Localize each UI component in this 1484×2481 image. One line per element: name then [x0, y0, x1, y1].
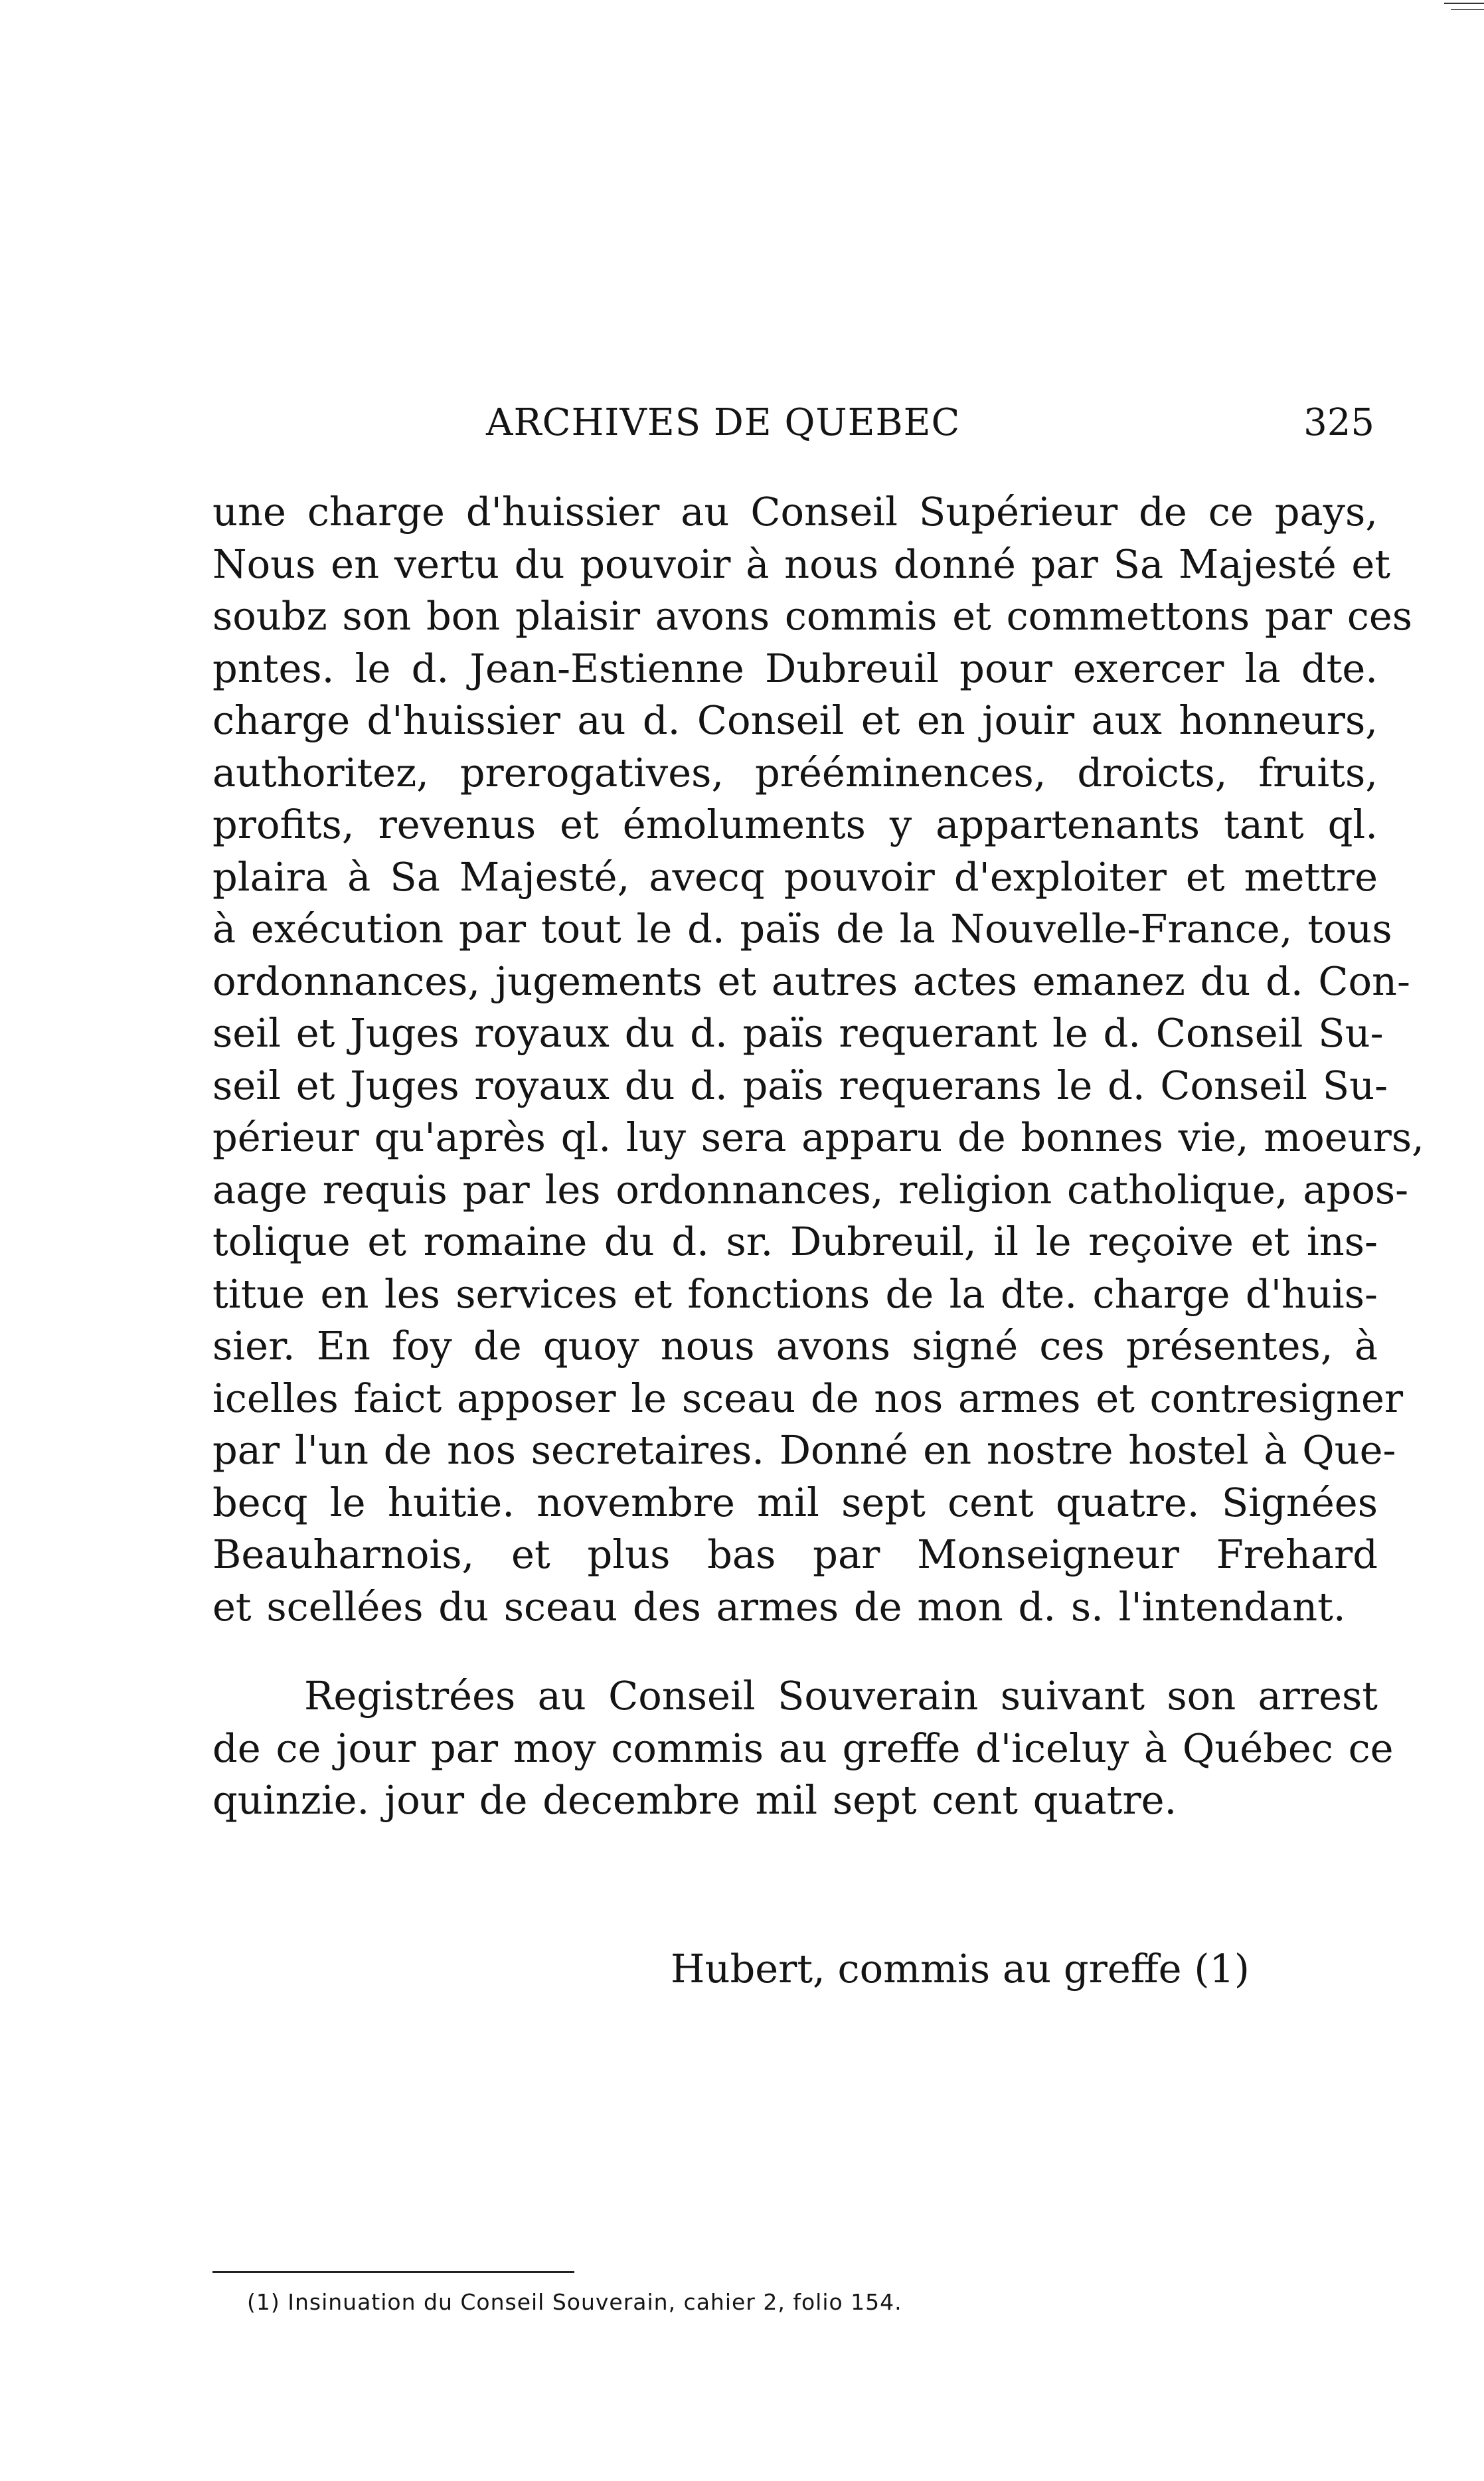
text-line: de ce jour par moy commis au greffe d'iceluy à Québec ce — [212, 1725, 1394, 1771]
text-line: ordonnances, jugements et autres actes emanez du d. Con- — [212, 958, 1410, 1004]
text-line: à exécution par tout le d. païs de la Nouvelle-France, tous — [212, 906, 1392, 952]
text-line: tolique et romaine du d. sr. Dubreuil, il le reçoive et ins- — [212, 1219, 1378, 1264]
corner-rule — [1444, 3, 1484, 4]
text-line: Beauharnois, et plus bas par Monseigneur Frehard — [212, 1531, 1378, 1577]
page-number: 325 — [1303, 401, 1374, 444]
text-line: authoritez, prerogatives, prééminences, droicts, fruits, — [212, 749, 1378, 796]
text-line: périeur qu'après ql. luy sera apparu de bonnes vie, moeurs, — [212, 1114, 1424, 1160]
paragraph-2 — [212, 1670, 1394, 1827]
signature-line: Hubert, commis au greffe (1) — [671, 1946, 1250, 1992]
text-line: Nous en vertu du pouvoir à nous donné par Sa Majesté et — [212, 541, 1391, 587]
text-line: quinzie. jour de decembre mil sept cent quatre. — [212, 1777, 1177, 1823]
text-line: aage requis par les ordonnances, religion catholique, apos- — [212, 1166, 1409, 1213]
body-text — [212, 486, 1424, 1827]
text-line: par l'un de nos secretaires. Donné en nostre hostel à Que- — [212, 1427, 1396, 1473]
text-line: sier. En foy de quoy nous avons signé ces présentes, à — [212, 1323, 1378, 1369]
text-line: seil et Juges royaux du d. païs requerant le d. Conseil Su- — [212, 1010, 1384, 1056]
text-line: profits, revenus et émoluments y appartenants tant ql. — [212, 802, 1378, 847]
text-line: seil et Juges royaux du d. païs requerans le d. Conseil Su- — [212, 1062, 1388, 1108]
running-head — [212, 401, 1374, 454]
paragraph-gap — [212, 1633, 1378, 1670]
text-line: Registrées au Conseil Souverain suivant son arrest — [304, 1673, 1378, 1719]
text-line: pntes. le d. Jean-Estienne Dubreuil pour exercer la dte. — [212, 645, 1378, 691]
footnote-rule — [212, 2271, 574, 2273]
running-title: ARCHIVES DE QUEBEC — [486, 401, 961, 444]
text-line: et scellées du sceau des armes de mon d. s. l'intendant. — [212, 1583, 1346, 1630]
text-line: titue en les services et fonctions de la dte. charge d'huis- — [212, 1270, 1378, 1317]
corner-rule-secondary — [1451, 9, 1484, 10]
text-line: icelles faict apposer le sceau de nos armes et contresigner — [212, 1375, 1404, 1421]
text-line: becq le huitie. novembre mil sept cent quatre. Signées — [212, 1479, 1378, 1525]
text-line: une charge d'huissier au Conseil Supérieur de ce pays, — [212, 489, 1378, 535]
text-line: soubz son bon plaisir avons commis et commettons par ces — [212, 593, 1413, 639]
text-line: charge d'huissier au d. Conseil et en jouir aux honneurs, — [212, 697, 1378, 743]
footnote: (1) Insinuation du Conseil Souverain, cahier 2, folio 154. — [247, 2289, 902, 2315]
paragraph-1 — [212, 486, 1424, 1633]
text-line: plaira à Sa Majesté, avecq pouvoir d'exploiter et mettre — [212, 853, 1378, 900]
